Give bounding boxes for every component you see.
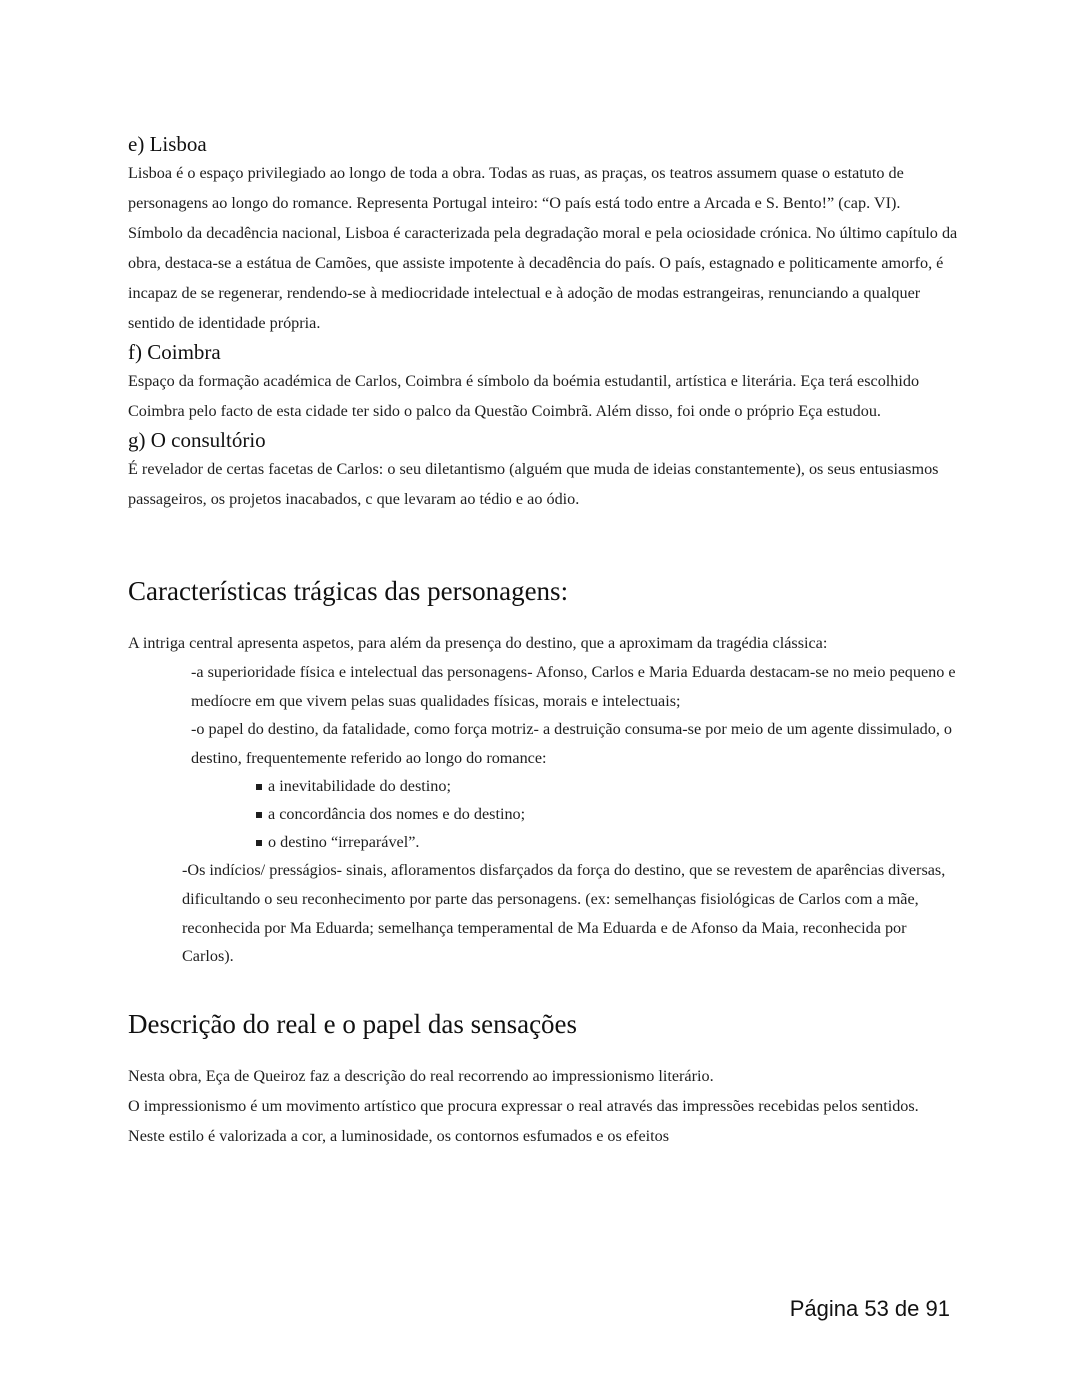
page-number-footer: Página 53 de 91 [789,1296,950,1321]
lisboa-heading: e) Lisboa [128,132,207,156]
coimbra-paragraph: Espaço da formação académica de Carlos, Coimbra é símbolo da boémia estudantil, artística e literária. Eça terá escolhido Coimbra pelo facto de esta cidade ter sido o palco da Questão Coimbrã. Além disso, foi onde o próprio Eça estudou. [128,372,920,420]
tragic-characteristics-heading: Características trágicas das personagens: [128,576,569,606]
document-page [128,130,958,1151]
consultorio-paragraph: É revelador de certas facetas de Carlos: o seu diletantismo (alguém que muda de ideias constantemente), os seus entusiasmos passageiros, os projetos inacabados, c que levaram ao tédio e ao ódio. [128,460,939,508]
list-item [256,772,958,800]
description-line-1: Nesta obra, Eça de Queiroz faz a descrição do real recorrendo ao impressionismo literário. [128,1066,714,1085]
bullet-text: a inevitabilidade do destino; [268,777,451,796]
tragic-point-superiority: -a superioridade física e intelectual das personagens- Afonso, Carlos e Maria Eduarda destacam-se no meio pequeno e medíocre em que vivem pelas suas qualidades físicas, morais e intelectuais; [191,663,956,710]
coimbra-heading: f) Coimbra [128,340,221,364]
description-heading: Descrição do real e o papel das sensações [128,1008,578,1039]
tragic-point-destiny: -o papel do destino, da fatalidade, como força motriz- a destruição consuma-se por meio de um agente dissimulado, o destino, frequentemente referido ao longo do romance: [191,720,953,767]
description-line-2: O impressionismo é um movimento artístico que procura expressar o real através das impressões recebidas pelos sentidos. Neste estilo é valorizada a cor, a luminosidade, os contornos esfumados e os efeitos [128,1096,919,1145]
bullet-text: o destino “irreparável”. [268,833,420,852]
tragic-point-omens: -Os indícios/ presságios- sinais, afloramentos disfarçados da força do destino, que se revestem de aparências diversas, dificultando o seu reconhecimento por parte das personagens. (ex: semelhanças fisiológicas de Carlos com a mãe, reconhecida por Ma Eduarda; semelhança temperamental de Ma Eduarda e de Afonso da Maia, reconhecida por Carlos). [182,861,946,966]
tragic-intro: A intriga central apresenta aspetos, para além da presença do destino, que a aproximam da tragédia clássica: [128,634,828,652]
consultorio-heading: g) O consultório [128,428,266,452]
square-bullet-icon [256,784,262,790]
bullet-text: a concordância dos nomes e do destino; [268,805,526,824]
lisboa-paragraph: Lisboa é o espaço privilegiado ao longo de toda a obra. Todas as ruas, as praças, os teatros assumem quase o estatuto de personagens ao longo do romance. Representa Portugal inteiro: “O país está todo entre a Arcada e S. Bento!” (cap. VI). Símbolo da decadência nacional, Lisboa é caracterizada pela degradação moral e pela ociosidade crónica. No último capítulo da obra, destaca-se a estátua de Camões, que assiste impotente à decadência do país. O país, estagnado e politicamente amorfo, é incapaz de se regenerar, rendendo-se à mediocridade intelectual e à adoção de modas estrangeiras, renunciando a qualquer sentido de identidade própria. [128,164,958,332]
square-bullet-icon [256,812,262,818]
destiny-bullet-list [128,772,958,856]
list-item [256,800,958,828]
square-bullet-icon [256,840,262,846]
list-item [256,828,958,856]
